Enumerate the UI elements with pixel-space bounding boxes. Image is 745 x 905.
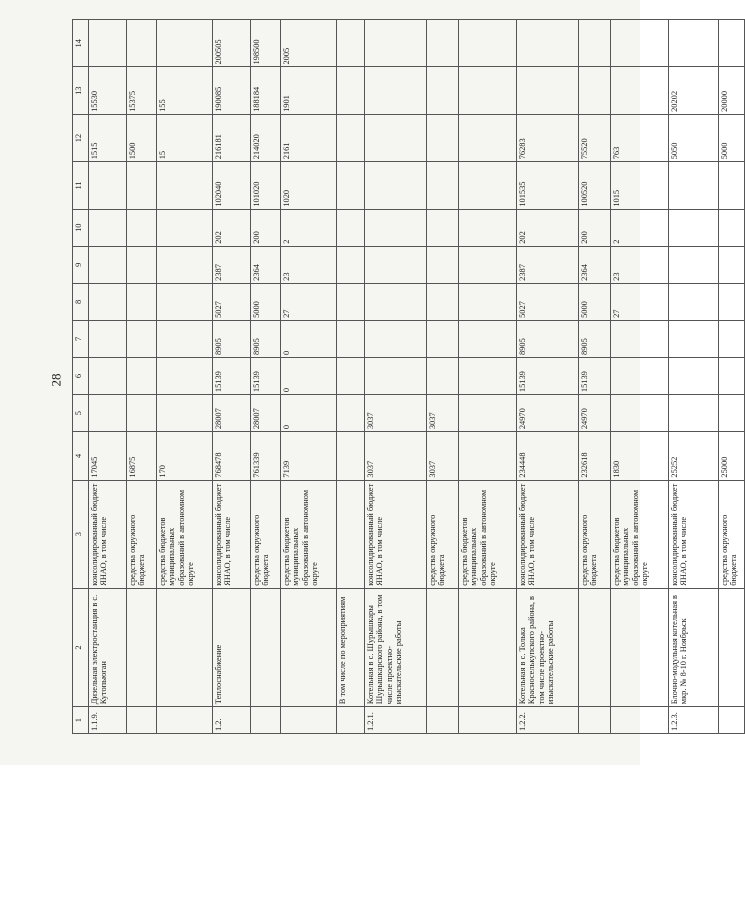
table-cell [89, 209, 127, 246]
column-number: 5 [73, 395, 89, 432]
table-cell [427, 162, 459, 209]
table-cell: 768478 [213, 432, 251, 480]
table-cell [427, 114, 459, 161]
table-cell [459, 20, 517, 68]
table-cell: 1.2.2. [517, 707, 579, 734]
table-cell [669, 20, 719, 68]
table-cell: 15139 [579, 357, 611, 394]
table-cell [251, 707, 281, 734]
table-cell [719, 283, 745, 320]
table-cell [157, 209, 213, 246]
table-cell [365, 67, 427, 114]
table-cell [579, 20, 611, 68]
table-cell: 25000 [719, 432, 745, 480]
table-cell: 3037 [365, 395, 427, 432]
table-cell [579, 67, 611, 114]
table-cell [719, 357, 745, 394]
table-cell [337, 246, 365, 283]
table-cell [365, 209, 427, 246]
table-cell: 17045 [89, 432, 127, 480]
table-cell [669, 395, 719, 432]
table-cell: 232618 [579, 432, 611, 480]
table-cell [427, 707, 459, 734]
table-cell [127, 283, 157, 320]
table-cell: 2364 [579, 246, 611, 283]
table-cell [719, 588, 745, 706]
table-cell: 234448 [517, 432, 579, 480]
table-cell: 0 [281, 395, 337, 432]
table-cell: консолидированный бюджет ЯНАО, в том числе [89, 480, 127, 588]
table-cell [517, 67, 579, 114]
table-cell: средства бюджетов муниципальных образований в автономном округе [281, 480, 337, 588]
table-cell: консолидированный бюджет ЯНАО, в том числе [669, 480, 719, 588]
table-row [251, 20, 281, 734]
table-row [157, 20, 213, 734]
table-cell [89, 20, 127, 68]
table-cell [427, 588, 459, 706]
table-cell [365, 114, 427, 161]
table-cell: 1901 [281, 67, 337, 114]
table-cell: Теплоснабжение [213, 588, 251, 706]
table-row [517, 20, 579, 734]
table-cell: 155 [157, 67, 213, 114]
table-cell [669, 283, 719, 320]
table-cell [427, 320, 459, 357]
table-cell: средства окружного бюджета [427, 480, 459, 588]
table-cell [89, 283, 127, 320]
table-cell: 188184 [251, 67, 281, 114]
table-cell: 2005 [281, 20, 337, 68]
table-cell: 1020 [281, 162, 337, 209]
table-cell [337, 114, 365, 161]
table-cell [337, 432, 365, 480]
table-cell [157, 162, 213, 209]
column-number: 8 [73, 283, 89, 320]
table-cell: 75520 [579, 114, 611, 161]
table-cell [459, 114, 517, 161]
table-cell [719, 395, 745, 432]
table-cell [127, 162, 157, 209]
table-cell [89, 357, 127, 394]
table-cell [89, 395, 127, 432]
table-cell [127, 707, 157, 734]
table-cell: 24970 [517, 395, 579, 432]
column-number: 7 [73, 320, 89, 357]
column-number: 12 [73, 114, 89, 161]
table-cell: 190085 [213, 67, 251, 114]
table-cell: 100520 [579, 162, 611, 209]
table-cell: 76283 [517, 114, 579, 161]
table-cell: 214020 [251, 114, 281, 161]
table-cell [337, 283, 365, 320]
table-cell: 8905 [579, 320, 611, 357]
table-cell [337, 209, 365, 246]
table-cell: 198500 [251, 20, 281, 68]
table-cell: 5027 [213, 283, 251, 320]
table-cell: 5027 [517, 283, 579, 320]
table-cell [611, 320, 669, 357]
table-cell [669, 246, 719, 283]
table-row [719, 20, 745, 734]
table-cell: 202 [213, 209, 251, 246]
table-cell [365, 162, 427, 209]
table-cell [719, 246, 745, 283]
table-cell: 2161 [281, 114, 337, 161]
table-cell: средства бюджетов муниципальных образований в автономном округе [157, 480, 213, 588]
table-cell: средства окружного бюджета [127, 480, 157, 588]
table-cell [611, 357, 669, 394]
table-cell: средства окружного бюджета [579, 480, 611, 588]
table-cell: 15139 [251, 357, 281, 394]
table-cell: 23 [281, 246, 337, 283]
table-cell: 1515 [89, 114, 127, 161]
table-cell [427, 20, 459, 68]
table-cell: 27 [611, 283, 669, 320]
table-cell: 1.1.9. [89, 707, 127, 734]
table-cell [459, 357, 517, 394]
table-cell: 15375 [127, 67, 157, 114]
table-cell: 1.2. [213, 707, 251, 734]
table-cell: 1830 [611, 432, 669, 480]
table-cell [427, 209, 459, 246]
table-cell [157, 20, 213, 68]
table-cell [365, 283, 427, 320]
table-row [337, 20, 365, 734]
table-cell: 0 [281, 357, 337, 394]
table-cell [157, 395, 213, 432]
table-cell: 216181 [213, 114, 251, 161]
table-row [579, 20, 611, 734]
table-cell: 20202 [669, 67, 719, 114]
column-number: 2 [73, 588, 89, 706]
table-cell: 16875 [127, 432, 157, 480]
table-cell: 2387 [213, 246, 251, 283]
table-cell [127, 209, 157, 246]
table-cell [365, 357, 427, 394]
table-cell [719, 320, 745, 357]
table-cell [365, 246, 427, 283]
table-cell: 15530 [89, 67, 127, 114]
table-row [365, 20, 427, 734]
table-cell [127, 588, 157, 706]
budget-table [72, 19, 745, 734]
table-cell: 2387 [517, 246, 579, 283]
table-row [459, 20, 517, 734]
table-cell: Котельная в с. Шурышкары Шурышкарского района, в том числе проектно-изыскательские работы [365, 588, 427, 706]
table-cell: средства бюджетов муниципальных образований в автономном округе [611, 480, 669, 588]
table-cell: 3037 [427, 432, 459, 480]
table-row [213, 20, 251, 734]
table-cell: 2 [611, 209, 669, 246]
table-cell: 7139 [281, 432, 337, 480]
table-cell: 5000 [579, 283, 611, 320]
table-cell: средства бюджетов муниципальных образований в автономном округе [459, 480, 517, 588]
table-cell [427, 357, 459, 394]
table-cell [459, 162, 517, 209]
table-row [89, 20, 127, 734]
column-number: 11 [73, 162, 89, 209]
table-cell [337, 320, 365, 357]
table-cell: 25252 [669, 432, 719, 480]
column-number: 3 [73, 480, 89, 588]
table-row [127, 20, 157, 734]
table-cell: 0 [281, 320, 337, 357]
table-cell: 5000 [251, 283, 281, 320]
table-row [281, 20, 337, 734]
table-cell: 200505 [213, 20, 251, 68]
table-cell: 170 [157, 432, 213, 480]
table-cell [281, 707, 337, 734]
table-cell [337, 357, 365, 394]
table-cell [89, 162, 127, 209]
table-cell [427, 246, 459, 283]
table-cell [459, 209, 517, 246]
table-cell [157, 320, 213, 357]
column-number: 4 [73, 432, 89, 480]
table-row [427, 20, 459, 734]
table-cell [611, 588, 669, 706]
table-cell: 15 [157, 114, 213, 161]
table-cell: консолидированный бюджет ЯНАО, в том числе [213, 480, 251, 588]
table-cell [579, 707, 611, 734]
table-cell: 1.2.3. [669, 707, 719, 734]
table-row [611, 20, 669, 734]
table-cell [337, 162, 365, 209]
table-cell: 1015 [611, 162, 669, 209]
table-cell: средства окружного бюджета [719, 480, 745, 588]
column-number: 6 [73, 357, 89, 394]
table-cell: 8905 [517, 320, 579, 357]
table-cell [365, 320, 427, 357]
table-cell [611, 67, 669, 114]
table-cell: 28007 [251, 395, 281, 432]
table-cell [127, 395, 157, 432]
table-cell [579, 588, 611, 706]
table-row [669, 20, 719, 734]
table-cell [459, 283, 517, 320]
table-cell: 1500 [127, 114, 157, 161]
table-cell [719, 209, 745, 246]
table-cell: 24970 [579, 395, 611, 432]
table-cell [127, 246, 157, 283]
table-cell [251, 588, 281, 706]
table-cell [157, 246, 213, 283]
table-cell: 20000 [719, 67, 745, 114]
table-cell: 3037 [427, 395, 459, 432]
table-cell: 8905 [251, 320, 281, 357]
table-cell: Дизельная электростанция в с. Кутопьюган [89, 588, 127, 706]
table-cell [669, 357, 719, 394]
table-cell: 27 [281, 283, 337, 320]
table-cell: 28007 [213, 395, 251, 432]
table-cell: консолидированный бюджет ЯНАО, в том числе [365, 480, 427, 588]
table-cell [157, 707, 213, 734]
table-cell [719, 162, 745, 209]
column-number: 1 [73, 707, 89, 734]
table-cell [611, 707, 669, 734]
table-cell: В том числе по мероприятиям [337, 588, 365, 706]
table-cell [127, 20, 157, 68]
table-cell: 3037 [365, 432, 427, 480]
table-cell [337, 20, 365, 68]
table-cell: 102040 [213, 162, 251, 209]
column-number: 14 [73, 20, 89, 68]
table-cell [127, 357, 157, 394]
table-cell: 5000 [719, 114, 745, 161]
table-cell: консолидированный бюджет ЯНАО, в том числе [517, 480, 579, 588]
table-cell: 15139 [213, 357, 251, 394]
table-cell [337, 395, 365, 432]
table-cell: 1.2.1. [365, 707, 427, 734]
table-cell: 202 [517, 209, 579, 246]
table-cell: 5050 [669, 114, 719, 161]
column-number: 10 [73, 209, 89, 246]
table-cell [365, 20, 427, 68]
table-cell: 15139 [517, 357, 579, 394]
table-cell: 2 [281, 209, 337, 246]
table-cell: 101535 [517, 162, 579, 209]
table-cell [459, 588, 517, 706]
table-cell [669, 162, 719, 209]
table-cell [157, 283, 213, 320]
table-cell: 23 [611, 246, 669, 283]
table-cell [517, 20, 579, 68]
table-cell [719, 20, 745, 68]
table-cell [89, 246, 127, 283]
table-cell [719, 707, 745, 734]
table-cell: Блочно-модульная котельная в мкр. № 8-10 г. Ноябрьск [669, 588, 719, 706]
column-number: 9 [73, 246, 89, 283]
table-cell [459, 707, 517, 734]
table-cell [89, 320, 127, 357]
column-number-row [73, 20, 89, 734]
table-cell [459, 395, 517, 432]
table-cell [157, 357, 213, 394]
table-cell: средства окружного бюджета [251, 480, 281, 588]
table-cell [427, 283, 459, 320]
table-cell [669, 320, 719, 357]
table-cell: 200 [579, 209, 611, 246]
table-cell [281, 588, 337, 706]
table-cell [459, 67, 517, 114]
table-cell: 101020 [251, 162, 281, 209]
table-cell: 200 [251, 209, 281, 246]
table-cell [427, 67, 459, 114]
table-cell: Котельная в с. Толька Красноселькупского района, в том числе проектно-изыскательские работы [517, 588, 579, 706]
table-cell: 763 [611, 114, 669, 161]
page-number: 28 [48, 373, 64, 387]
table-cell [127, 320, 157, 357]
table-cell [611, 20, 669, 68]
column-number: 13 [73, 67, 89, 114]
table-cell [157, 588, 213, 706]
table-cell [459, 246, 517, 283]
table-cell: 761339 [251, 432, 281, 480]
table-cell [459, 432, 517, 480]
table-cell [337, 707, 365, 734]
table-cell [459, 320, 517, 357]
table-cell [611, 395, 669, 432]
table-cell [337, 480, 365, 588]
table-cell: 2364 [251, 246, 281, 283]
table-cell [669, 209, 719, 246]
table-cell [337, 67, 365, 114]
rotated-table-container [72, 19, 739, 734]
table-cell: 8905 [213, 320, 251, 357]
table-body [73, 20, 745, 734]
